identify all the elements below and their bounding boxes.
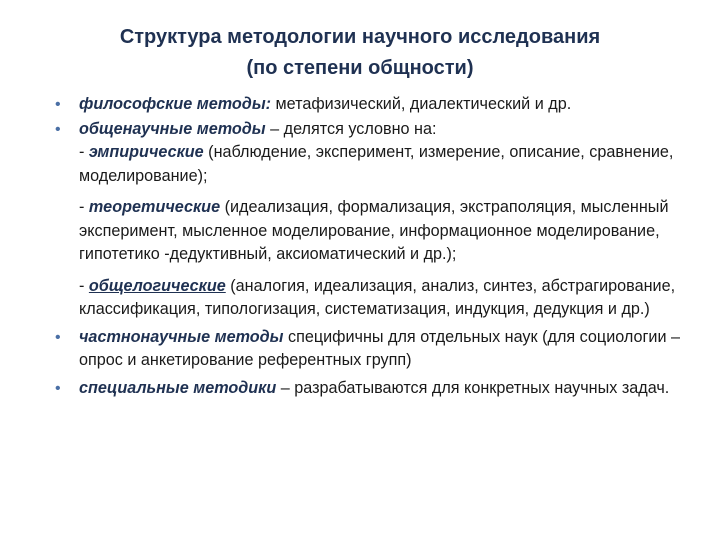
subitem-theoretical (55, 196, 695, 267)
term-theoretical: теоретические (88, 198, 221, 216)
bullet-philosophical-methods (55, 93, 695, 117)
title-line-2: (по степени общности) (246, 57, 474, 79)
term-general-logical: общелогические (88, 276, 226, 295)
bullet-marker: • (55, 96, 61, 113)
bullet-marker: • (55, 120, 61, 138)
term-philosophical: философские методы: (79, 95, 272, 113)
subitem-text: (аналогия, идеализация, анализ, синтез, абстрагирование, классификация, типологизация, систематизация, индукция, дедукция и др.) (79, 276, 676, 318)
bullet-specific-scientific-methods (55, 326, 695, 373)
bullet-general-scientific-methods (55, 118, 695, 142)
bullet-text: – разрабатываются для конкретных научных задач. (276, 378, 670, 397)
bullet-text: метафизический, диалектический и др. (271, 95, 572, 113)
term-specific-scientific: частнонаучные методы (79, 327, 284, 346)
subitem-general-logical (55, 275, 695, 322)
bullet-list (55, 92, 695, 400)
bullet-marker: • (55, 379, 61, 397)
term-empirical: эмпирические (88, 143, 204, 161)
bullet-marker: • (55, 328, 61, 346)
subitem-prefix: - (79, 276, 89, 295)
bullet-text: – делятся условно на: (265, 119, 437, 138)
subitem-text: (идеализация, формализация, экстраполяция, мысленный эксперимент, мысленное моделирование, информационное моделирование, гипотетико -дедуктивный, аксиоматический и др.); (79, 198, 669, 263)
subitem-empirical (55, 141, 695, 188)
bullet-text: специфичны для отдельных наук (для социологии – опрос и анкетирование референтных групп) (79, 327, 681, 369)
title-line-1: Структура методологии научного исследования (119, 26, 601, 48)
bullet-special-methodologies (55, 377, 695, 401)
subitem-prefix: - (79, 143, 89, 161)
term-general-scientific: общенаучные методы (79, 119, 266, 138)
slide-title (0, 22, 720, 84)
subitem-prefix: - (79, 198, 89, 216)
term-special-methodologies: специальные методики (79, 378, 277, 397)
subitem-text: (наблюдение, эксперимент, измерение, описание, сравнение, моделирование); (79, 143, 674, 185)
